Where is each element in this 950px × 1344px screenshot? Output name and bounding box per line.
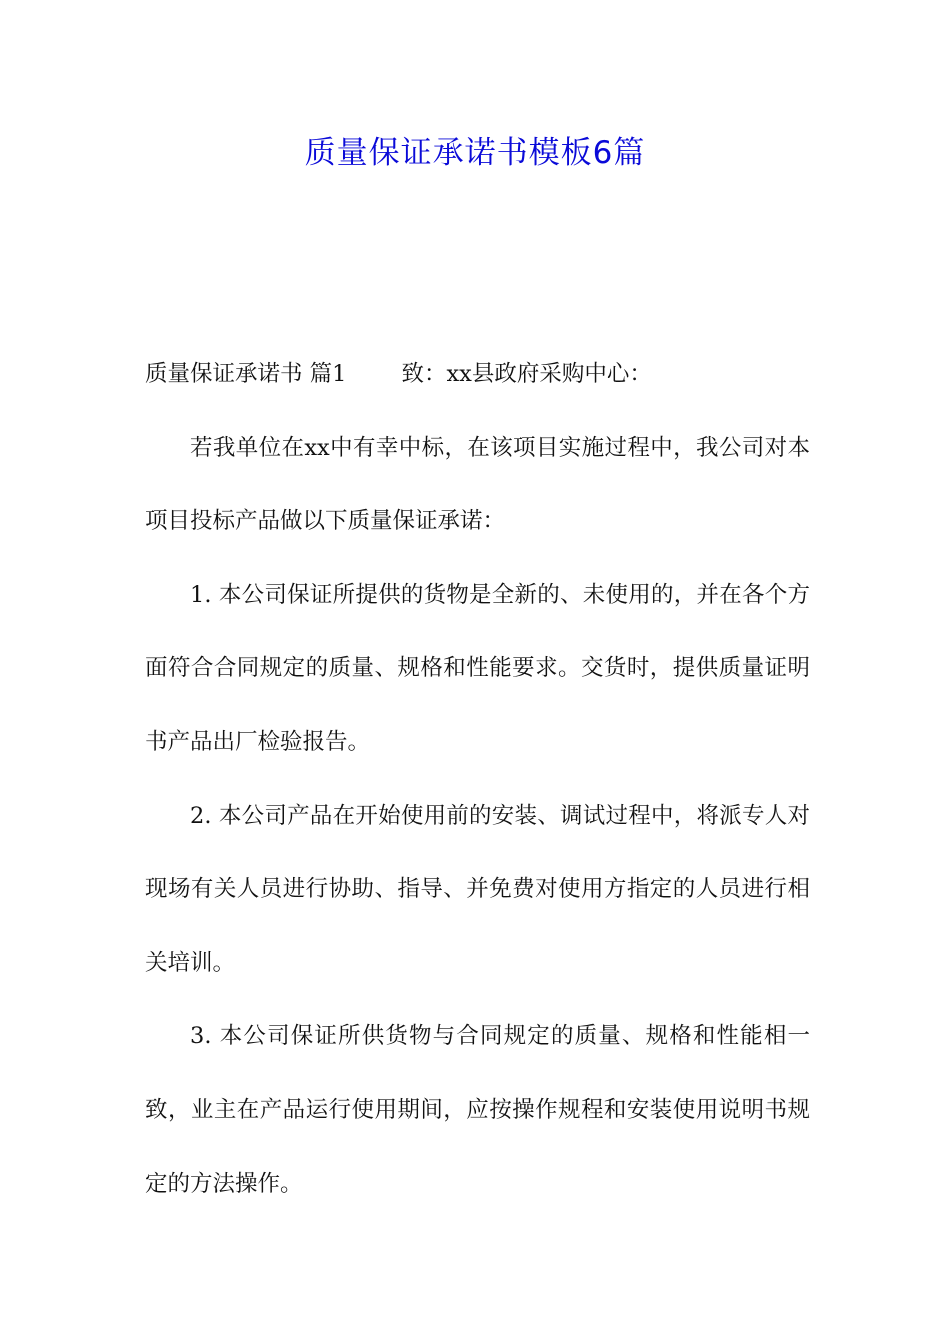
addressee: 致：xx县政府采购中心： bbox=[401, 361, 652, 387]
paragraph-intro: 若我单位在xx中有幸中标，在该项目实施过程中，我公司对本项目投标产品做以下质量保证承诺： bbox=[145, 434, 810, 535]
document-body bbox=[145, 338, 810, 1221]
paragraph-item-1: 1. 本公司保证所提供的货物是全新的、未使用的，并在各个方面符合合同规定的质量、规格和性能要求。交货时，提供质量证明书产品出厂检验报告。 bbox=[145, 581, 810, 755]
document-title: 质量保证承诺书模板6篇 bbox=[304, 135, 646, 171]
paragraph-item-3: 3. 本公司保证所供货物与合同规定的质量、规格和性能相一致，业主在产品运行使用期间，应按操作规程和安装使用说明书规定的方法操作。 bbox=[145, 1023, 810, 1197]
section-heading-line bbox=[145, 338, 810, 412]
paragraph-item-2: 2. 本公司产品在开始使用前的安装、调试过程中，将派专人对现场有关人员进行协助、指导、并免费对使用方指定的人员进行相关培训。 bbox=[145, 802, 810, 976]
section-label: 质量保证承诺书 篇1 bbox=[145, 361, 347, 387]
